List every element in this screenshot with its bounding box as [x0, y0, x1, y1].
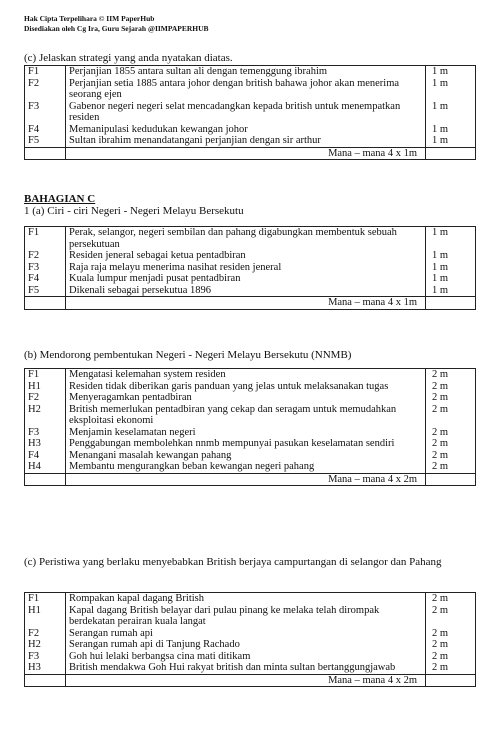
row-code: F4	[25, 273, 66, 285]
row-text: Gabenor negeri negeri selat mencadangkan kepada british untuk menempatkan residen	[66, 101, 426, 124]
table-row	[25, 124, 476, 136]
row-code: F5	[25, 285, 66, 297]
row-mark: 2 m	[426, 427, 476, 439]
row-code: F1	[25, 227, 66, 251]
answer-table-1b	[24, 368, 476, 486]
row-code: F4	[25, 450, 66, 462]
row-text: British memerlukan pentadbiran yang cekap dan seragam untuk memudahkan eksploitasi ekonomi	[66, 404, 426, 427]
row-mark: 2 m	[426, 651, 476, 663]
row-mark: 2 m	[426, 369, 476, 381]
row-code: H2	[25, 404, 66, 427]
row-text: Menjamin keselamatan negeri	[66, 427, 426, 439]
row-code: H2	[25, 639, 66, 651]
row-text: British mendakwa Goh Hui rakyat british dan minta sultan bertanggungjawab	[66, 662, 426, 674]
row-mark: 2 m	[426, 662, 476, 674]
row-mark: 1 m	[426, 250, 476, 262]
row-code: F2	[25, 628, 66, 640]
row-mark: 2 m	[426, 461, 476, 473]
row-code: F3	[25, 651, 66, 663]
table-row	[25, 135, 476, 147]
row-mark: 2 m	[426, 605, 476, 628]
row-mark: 2 m	[426, 381, 476, 393]
copyright-line: Hak Cipta Terpelihara © IIM PaperHub	[24, 14, 155, 23]
table-row	[25, 285, 476, 297]
row-text: Raja raja melayu menerima nasihat residen jeneral	[66, 262, 426, 274]
row-text: Kuala lumpur menjadi pusat pentadbiran	[66, 273, 426, 285]
table-row	[25, 662, 476, 674]
row-code: H3	[25, 438, 66, 450]
row-code: F4	[25, 124, 66, 136]
row-code: F3	[25, 262, 66, 274]
table-row	[25, 78, 476, 101]
row-mark: 1 m	[426, 262, 476, 274]
table-row	[25, 605, 476, 628]
row-text: Sultan ibrahim menandatangani perjanjian dengan sir arthur	[66, 135, 426, 147]
table-row	[25, 450, 476, 462]
row-code: F2	[25, 250, 66, 262]
row-text: Dikenali sebagai persekutua 1896	[66, 285, 426, 297]
row-code: F3	[25, 101, 66, 124]
row-mark: 1 m	[426, 78, 476, 101]
row-mark: 2 m	[426, 404, 476, 427]
table-row	[25, 461, 476, 473]
row-text: Residen jeneral sebagai ketua pentadbiran	[66, 250, 426, 262]
section-title: BAHAGIAN C	[24, 193, 96, 205]
table-row	[25, 227, 476, 251]
total-marks: Mana – mana 4 x 1m	[66, 297, 426, 310]
row-text: Penggabungan membolehkan nnmb mempunyai pasukan keselamatan sendiri	[66, 438, 426, 450]
row-mark: 2 m	[426, 392, 476, 404]
total-marks: Mana – mana 4 x 2m	[66, 674, 426, 687]
row-mark: 2 m	[426, 450, 476, 462]
total-marks: Mana – mana 4 x 1m	[66, 147, 426, 160]
row-mark: 1 m	[426, 273, 476, 285]
row-code: F2	[25, 392, 66, 404]
table-row	[25, 381, 476, 393]
answer-table-1c	[24, 592, 476, 687]
row-code: F2	[25, 78, 66, 101]
total-marks: Mana – mana 4 x 2m	[66, 473, 426, 486]
row-text: Rompakan kapal dagang British	[66, 593, 426, 605]
table-row	[25, 427, 476, 439]
row-text: Menyeragamkan pentadbiran	[66, 392, 426, 404]
row-mark: 1 m	[426, 124, 476, 136]
row-text: Residen tidak diberikan garis panduan yang jelas untuk melaksanakan tugas	[66, 381, 426, 393]
table-row	[25, 262, 476, 274]
total-row	[25, 297, 476, 310]
row-mark: 1 m	[426, 66, 476, 78]
row-text: Goh hui lelaki berbangsa cina mati ditikam	[66, 651, 426, 663]
table-row	[25, 593, 476, 605]
table-row	[25, 639, 476, 651]
table-row	[25, 392, 476, 404]
row-code: H4	[25, 461, 66, 473]
row-code: F1	[25, 369, 66, 381]
row-code: H3	[25, 662, 66, 674]
answer-table-1a	[24, 226, 476, 310]
row-mark: 2 m	[426, 639, 476, 651]
row-code: H1	[25, 381, 66, 393]
table-row	[25, 273, 476, 285]
row-text: Serangan rumah api di Tanjung Rachado	[66, 639, 426, 651]
row-text: Mengatasi kelemahan system residen	[66, 369, 426, 381]
total-row	[25, 674, 476, 687]
row-mark: 2 m	[426, 438, 476, 450]
row-mark: 2 m	[426, 628, 476, 640]
row-code: F1	[25, 66, 66, 78]
row-text: Serangan rumah api	[66, 628, 426, 640]
row-mark: 2 m	[426, 593, 476, 605]
row-code: F3	[25, 427, 66, 439]
question-label-1c: (c) Peristiwa yang berlaku menyebabkan British berjaya campurtangan di selangor dan Pahang	[24, 556, 442, 568]
row-text: Kapal dagang British belayar dari pulau pinang ke melaka telah dirompak berdekatan perairan kuala langat	[66, 605, 426, 628]
table-row	[25, 369, 476, 381]
row-code: F5	[25, 135, 66, 147]
answer-table-prev-c	[24, 65, 476, 160]
author-line: Disediakan oleh Cg Ira, Guru Sejarah @IIMPAPERHUB	[24, 24, 209, 33]
table-row	[25, 628, 476, 640]
row-text: Menangani masalah kewangan pahang	[66, 450, 426, 462]
total-row	[25, 147, 476, 160]
row-code: F1	[25, 593, 66, 605]
row-mark: 1 m	[426, 135, 476, 147]
row-text: Memanipulasi kedudukan kewangan johor	[66, 124, 426, 136]
row-text: Membantu mengurangkan beban kewangan negeri pahang	[66, 461, 426, 473]
row-code: H1	[25, 605, 66, 628]
question-label-1b: (b) Mendorong pembentukan Negeri - Negeri Melayu Bersekutu (NNMB)	[24, 349, 352, 361]
page-header	[24, 14, 209, 34]
question-label-1a: 1 (a) Ciri - ciri Negeri - Negeri Melayu Bersekutu	[24, 205, 244, 217]
row-text: Perjanjian 1855 antara sultan ali dengan temenggung ibrahim	[66, 66, 426, 78]
row-mark: 1 m	[426, 101, 476, 124]
row-text: Perak, selangor, negeri sembilan dan pahang digabungkan membentuk sebuah persekutuan	[66, 227, 426, 251]
row-text: Perjanjian setia 1885 antara johor dengan british bahawa johor akan menerima seorang ejen	[66, 78, 426, 101]
table-row	[25, 101, 476, 124]
question-label-prev-c: (c) Jelaskan strategi yang anda nyatakan diatas.	[24, 52, 233, 64]
table-row	[25, 250, 476, 262]
table-row	[25, 404, 476, 427]
table-row	[25, 66, 476, 78]
table-row	[25, 438, 476, 450]
row-mark: 1 m	[426, 227, 476, 251]
total-row	[25, 473, 476, 486]
row-mark: 1 m	[426, 285, 476, 297]
table-row	[25, 651, 476, 663]
